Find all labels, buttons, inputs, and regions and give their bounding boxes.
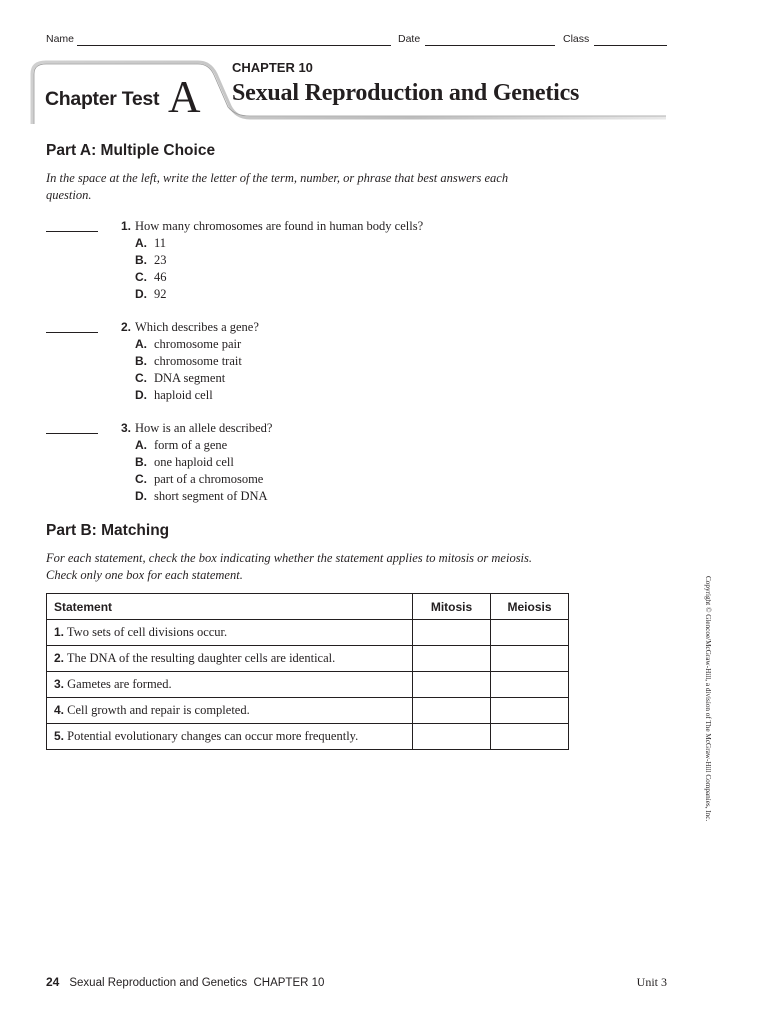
- statement-text: The DNA of the resulting daughter cells are identical.: [66, 651, 336, 665]
- mitosis-checkbox[interactable]: [413, 646, 491, 672]
- table-row: [47, 646, 569, 672]
- chapter-test-label: Chapter Test: [45, 88, 160, 110]
- page-number: 24: [46, 975, 60, 989]
- option-text: DNA segment: [154, 371, 226, 385]
- meiosis-checkbox[interactable]: [491, 724, 569, 750]
- answer-blank[interactable]: [46, 433, 98, 434]
- answer-option: [135, 287, 167, 302]
- statement-number: 3.: [54, 677, 65, 691]
- table-row: [47, 620, 569, 646]
- class-field[interactable]: [594, 45, 667, 46]
- question-text: How is an allele described?: [135, 421, 273, 435]
- part-a-heading: Part A: Multiple Choice: [46, 142, 216, 159]
- statement-text: Potential evolutionary changes can occur more frequently.: [67, 729, 359, 743]
- meiosis-checkbox[interactable]: [491, 672, 569, 698]
- table-row: [47, 724, 569, 750]
- table-row: [47, 698, 569, 724]
- copyright-text: Copyright © Glencoe/McGraw-Hill, a division of The McGraw-Hill Companies, Inc.: [704, 576, 712, 822]
- part-b-heading: Part B: Matching: [46, 522, 170, 539]
- table-row: [47, 672, 569, 698]
- mitosis-checkbox[interactable]: [413, 698, 491, 724]
- question-number: 3.: [120, 421, 131, 435]
- mitosis-checkbox[interactable]: [413, 724, 491, 750]
- footer-title: Sexual Reproduction and Genetics CHAPTER 10: [69, 977, 325, 989]
- option-text: 92: [154, 287, 167, 301]
- date-field[interactable]: [425, 45, 555, 46]
- statement-cell: [47, 698, 413, 724]
- meiosis-checkbox[interactable]: [491, 620, 569, 646]
- option-letter: C.: [135, 270, 147, 284]
- option-letter: A.: [135, 337, 147, 351]
- statement-cell: [47, 724, 413, 750]
- option-letter: A.: [135, 236, 147, 250]
- part-a-instructions: In the space at the left, write the letter of the term, number, or phrase that best answers each question.: [46, 171, 509, 202]
- column-header-mitosis: Mitosis: [413, 594, 491, 620]
- student-info-fields: [46, 33, 667, 49]
- column-header-statement: Statement: [47, 594, 413, 620]
- answer-option: [135, 270, 167, 285]
- option-letter: C.: [135, 472, 147, 486]
- answer-option: [135, 371, 225, 386]
- option-text: chromosome pair: [154, 337, 242, 351]
- class-label: Class: [563, 33, 590, 45]
- name-field[interactable]: [77, 45, 391, 46]
- matching-table: [46, 593, 569, 750]
- option-letter: D.: [135, 388, 147, 402]
- answer-option: [135, 236, 166, 251]
- option-text: short segment of DNA: [154, 489, 268, 503]
- mitosis-checkbox[interactable]: [413, 620, 491, 646]
- option-letter: B.: [135, 253, 147, 267]
- question-text: Which describes a gene?: [135, 320, 259, 334]
- question-number: 1.: [120, 219, 131, 233]
- answer-blank[interactable]: [46, 231, 98, 232]
- mitosis-checkbox[interactable]: [413, 672, 491, 698]
- statement-text: Cell growth and repair is completed.: [67, 703, 250, 717]
- option-letter: A.: [135, 438, 147, 452]
- statement-text: Gametes are formed.: [67, 677, 172, 691]
- part-b-instructions: For each statement, check the box indicating whether the statement applies to mitosis or meiosis. Check only one box for each statement.: [46, 551, 533, 582]
- answer-option: [135, 253, 167, 268]
- question-text: How many chromosomes are found in human body cells?: [135, 219, 424, 233]
- answer-option: [135, 455, 234, 470]
- question-number: 2.: [120, 320, 131, 334]
- chapter-test-letter: A: [168, 72, 201, 122]
- statement-number: 4.: [54, 703, 65, 717]
- option-letter: B.: [135, 455, 147, 469]
- page-footer: [46, 975, 667, 990]
- option-text: part of a chromosome: [154, 472, 264, 486]
- table-header-row: [47, 594, 569, 620]
- option-letter: D.: [135, 287, 147, 301]
- chapter-title: Sexual Reproduction and Genetics: [232, 80, 580, 106]
- statement-number: 5.: [54, 729, 65, 743]
- option-text: form of a gene: [154, 438, 228, 452]
- statement-cell: [47, 672, 413, 698]
- answer-option: [135, 472, 263, 487]
- statement-text: Two sets of cell divisions occur.: [66, 625, 228, 639]
- option-text: 46: [154, 270, 167, 284]
- answer-option: [135, 354, 242, 369]
- answer-option: [135, 438, 227, 453]
- option-text: one haploid cell: [154, 455, 234, 469]
- option-letter: C.: [135, 371, 147, 385]
- answer-option: [135, 489, 268, 504]
- date-label: Date: [398, 33, 421, 45]
- chapter-number: CHAPTER 10: [232, 60, 313, 75]
- answer-blank[interactable]: [46, 332, 98, 333]
- statement-cell: [47, 620, 413, 646]
- option-text: 11: [154, 236, 167, 250]
- meiosis-checkbox[interactable]: [491, 646, 569, 672]
- copyright-notice: [704, 576, 712, 856]
- answer-option: [135, 388, 213, 403]
- option-text: chromosome trait: [154, 354, 242, 368]
- column-header-meiosis: Meiosis: [491, 594, 569, 620]
- option-letter: B.: [135, 354, 147, 368]
- unit-label: Unit 3: [636, 975, 667, 989]
- statement-number: 1.: [54, 625, 65, 639]
- option-text: haploid cell: [154, 388, 213, 402]
- option-letter: D.: [135, 489, 147, 503]
- statement-number: 2.: [54, 651, 65, 665]
- name-label: Name: [46, 33, 75, 45]
- option-text: 23: [154, 253, 167, 267]
- statement-cell: [47, 646, 413, 672]
- answer-option: [135, 337, 241, 352]
- meiosis-checkbox[interactable]: [491, 698, 569, 724]
